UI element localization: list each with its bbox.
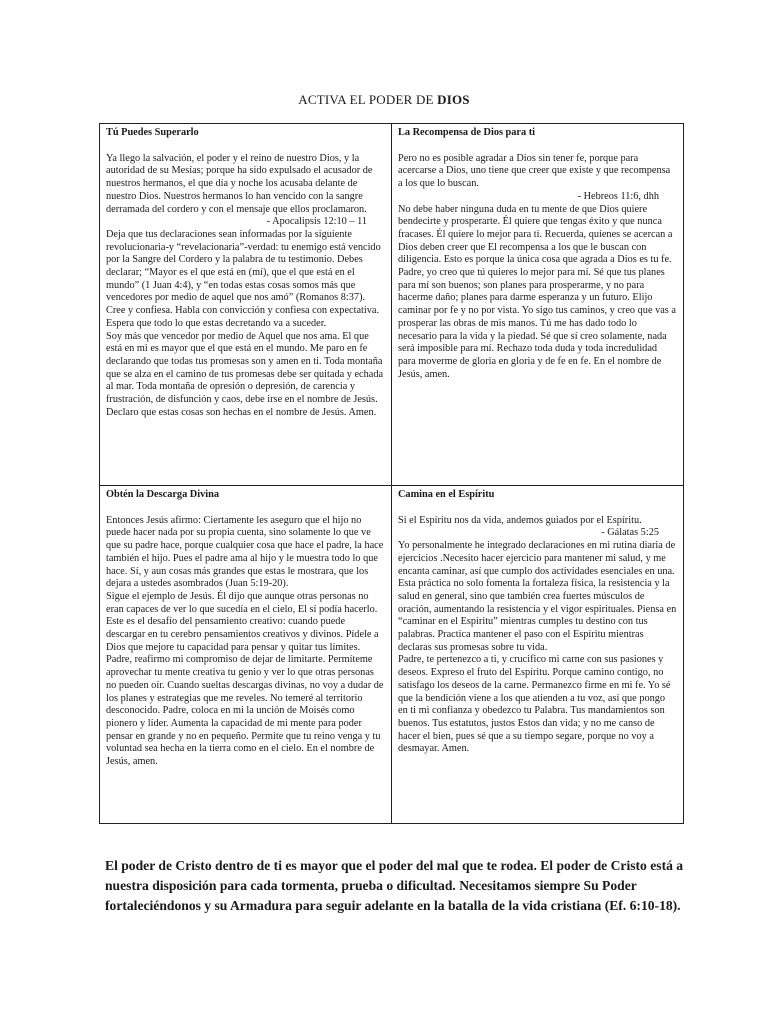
scripture-reference: - Hebreos 11:6, dhh bbox=[577, 190, 659, 202]
cell-paragraph: Padre, reafirmo mi compromiso de dejar de limitarte. Permíteme aprovechar tu mente creativa tu genio y ver lo que otras personas no pueden oír. Cuando sueltas descargas divinas, no voy a dudar de los planes y estrategias que me reveles. No temeré al territorio desconocido. Padre, coloca en mi la unción de Moisés como pionero y líder. Aumenta la capacidad de mi mente para poder pensar en grande y no en pequeño. Permite que tu reino venga y tu voluntad sea hecha en la tierra como en el cielo. En el nombre de Jesús, amen. bbox=[106, 654, 384, 768]
cell-paragraph: Soy más que vencedor por medio de Aquel que nos ama. El que está en mi es mayor que el que está en el mundo. Me paro en fe declarando que todas tus promesas son y amen en ti. Toda montaña que se alza en el camino de tus promesas debe ser quitada y echada al mar. Toda montaña de opresión o depresión, de carencia y frustración, de disfunción y caos, debe irse en el nombre de Jesús. Declaro que estas cosas son hechas en el nombre de Jesús. Amen. bbox=[106, 330, 384, 418]
scripture-reference: - Apocalipsis 12:10 – 11 bbox=[266, 216, 367, 228]
cell-heading: La Recompensa de Dios para ti bbox=[398, 127, 536, 138]
declarations-table bbox=[99, 123, 684, 824]
cell-heading: Obtén la Descarga Divina bbox=[106, 489, 219, 500]
closing-paragraph: El poder de Cristo dentro de ti es mayor que el poder del mal que te rodea. El poder de Cristo está a nuestra disposición para cada tormenta, prueba o dificultad. Necesitamos siempre Su Poder fortaleciéndonos y su Armadura para seguir adelante en la batalla de la vida cristiana (Ef. 6:10-18). bbox=[105, 858, 684, 913]
cell-paragraph: Entonces Jesús afirmo: Ciertamente les aseguro que el hijo no puede hacer nada por su propia cuenta, sino solamente lo que ve que su padre hace, porque cualquier cosa que hace el padre, la hace también el hijo. Pues el padre ama al hijo y le muestra todo lo que hace. Sí, y aun cosas más grandes que estas le mostrara, que los dejara a ustedes asombrados (Juan 5:19-20). bbox=[106, 514, 384, 590]
cell-paragraph: Yo personalmente he integrado declaraciones en mi rutina diaria de ejercicios .Necesito hacer ejercicio para mantener mi salud, y me encanta caminar, así que cumplo dos actividades esenciales en una. Esta práctica no solo fomenta la fortaleza física, la resistencia y la salud en general, sino que también crea fuertes músculos de oración, aumentando la resistencia y el vigor espirituales. Piensa en “caminar en el Espíritu” mientras cumples tu destino con tus palabras. Practica mantener el paso con el Espíritu mientras declaras sus promesas sobre tu vida. bbox=[398, 540, 677, 653]
cell-heading: Tú Puedes Superarlo bbox=[106, 127, 199, 138]
cell-paragraph: No debe haber ninguna duda en tu mente de que Dios quiere bendecirte y prosperarte. Él quiere que tengas éxito y que nunca fracases. Él quiere lo mejor para ti. Recuerda, quienes se acercan a Dios deben creer que El recompensa a los que le buscan con diligencia. Esto es porque la única cosa que agrada a Dios es tu fe. bbox=[398, 203, 673, 266]
table-row bbox=[100, 486, 684, 824]
scripture-reference: - Gálatas 5:25 bbox=[601, 527, 659, 539]
cell-paragraph: Deja que tus declaraciones sean informadas por la siguiente revolucionaria-y “revelacionaria”-verdad: tu enemigo está vencido por la Sangre del Cordero y la palabra de tu testimonio. Debes declarar; “Mayor es el que está en (mí), que el que está en el mundo” (1 Juan 4:4), y “en todas estas cosas somos más que vencedores por medio de aquel que nos amó” (Romanos 8:37). Cree y confiesa. Habla con convicción y confiesa con expectativa. Espera que todo lo que estas decretando va a suceder. bbox=[106, 228, 381, 329]
cell-tu-puedes-superarlo bbox=[100, 124, 392, 486]
title-bold: DIOS bbox=[437, 92, 470, 107]
cell-paragraph: Padre, yo creo que tú quieres lo mejor para mí. Sé que tus planes para mí son buenos; son planes para prosperarme, y no para hacerme daño; planes para darme esperanza y un futuro. Elijo caminar por fe y no por vista. Yo sigo tus caminos, y creo que vas a prosperar las obras de mis manos. Tú me has dado todo lo necesario para la vida y la piedad. Sé que sí creo solamente, nada será imposible para mí. Rechazo toda duda y toda incredulidad para moverme de gloria en gloria y de fe en fe. En el nombre de Jesús, amen. bbox=[398, 267, 676, 380]
cell-obten-la-descarga bbox=[100, 486, 392, 824]
table-row bbox=[100, 124, 684, 486]
cell-paragraph: Si el Espíritu nos da vida, andemos guiados por el Espíritu. bbox=[398, 514, 642, 526]
cell-la-recompensa bbox=[392, 124, 684, 486]
cell-paragraph: Padre, te pertenezco a ti, y crucifico mi carne con sus pasiones y deseos. Expreso el fruto del Espíritu. Porque camino contigo, no satisfago los deseos de la carne. Permanezco firme en mi fe. Yo sé que la bendición viene a los que atienden a tu voz, así que pongo en ti mi confianza y obedezco tu Palabra. Tus mandamientos son buenos. Tus estatutos, justos Estos dan vida; y no me canso de hacer el bien, pues sé que a su tiempo segare, porque no voy a desmayar. Amen. bbox=[398, 654, 671, 755]
title-prefix: ACTIVA EL PODER DE bbox=[298, 92, 438, 107]
cell-camina-en-el-espiritu bbox=[392, 486, 684, 824]
cell-paragraph: Ya llego la salvación, el poder y el reino de nuestro Dios, y la autoridad de su Mesías; porque ha sido expulsado el acusador de nuestros hermanos, el que día y noche los acusaba delante de nuestro Dios. Nuestros hermanos lo han vencido con la sangre derramada del cordero y con el mensaje que ellos proclamaron. bbox=[106, 152, 373, 215]
cell-heading: Camina en el Espíritu bbox=[398, 489, 495, 500]
cell-paragraph: Pero no es posible agradar a Dios sin tener fe, porque para acercarse a Dios, uno tiene que creer que existe y que recompensa a los que lo buscan. bbox=[398, 152, 671, 190]
cell-paragraph: Sigue el ejemplo de Jesús. Él dijo que aunque otras personas no eran capaces de ver lo que sucedía en el cielo, El sí podía hacerlo. Este es el desafío del pensamiento creativo: cuando puede descargar en tu cerebro pensamientos creativos y divinos. Pídele a Dios que mejore tu capacidad para pensar y quitar tus límites. bbox=[106, 590, 379, 653]
document-title bbox=[0, 92, 768, 108]
